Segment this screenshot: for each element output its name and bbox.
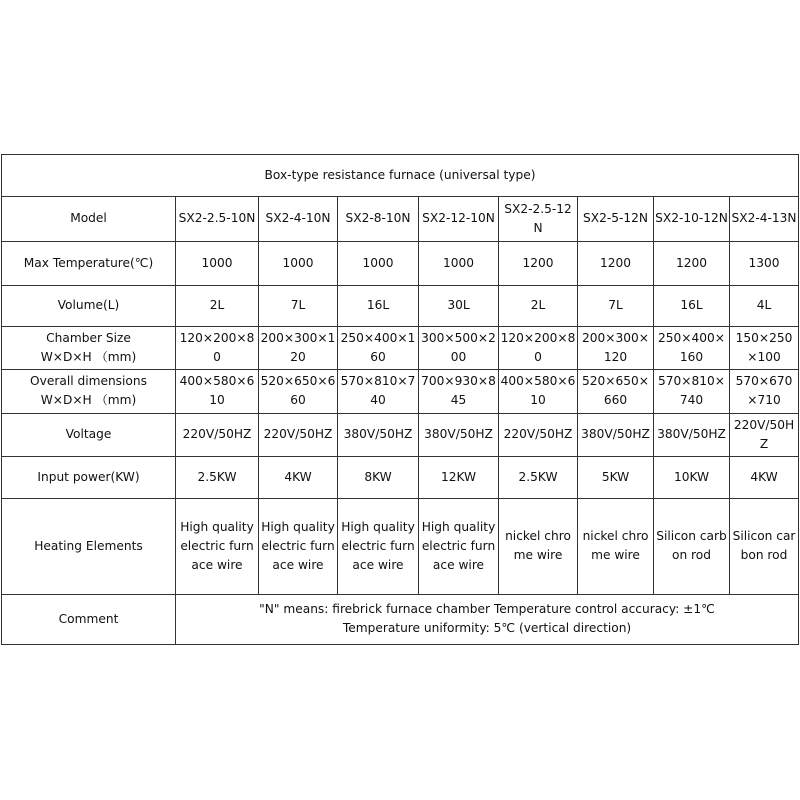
table-cell: 570×670×710: [730, 370, 799, 413]
table-cell: 520×650×660: [259, 370, 338, 413]
table-cell: 250×400×160: [338, 327, 419, 370]
table-cell: 520×650×660: [578, 370, 654, 413]
row-label-unit: W×D×H （mm): [40, 350, 137, 365]
table-cell: 4KW: [730, 456, 799, 498]
table-cell: Silicon carbon rod: [730, 499, 799, 595]
table-cell: 220V/50HZ: [730, 413, 799, 456]
table-row: [2, 456, 799, 498]
table-cell: 220V/50HZ: [176, 413, 259, 456]
table-row: [2, 413, 799, 456]
table-cell: 1000: [176, 241, 259, 285]
table-cell: nickel chrome wire: [499, 499, 578, 595]
comment-line: "N" means: firebrick furnace chamber Temperature control accuracy: ±1℃: [259, 602, 715, 617]
table-row: [2, 241, 799, 285]
table-cell: SX2-2.5-10N: [176, 197, 259, 241]
row-label: Model: [2, 197, 176, 241]
table-cell: 380V/50HZ: [338, 413, 419, 456]
comment-line: Temperature uniformity: 5℃ (vertical direction): [342, 621, 632, 636]
row-label: Heating Elements: [2, 499, 176, 595]
row-label: Volume(L): [2, 285, 176, 326]
table-cell: 380V/50HZ: [419, 413, 499, 456]
table-cell: SX2-4-10N: [259, 197, 338, 241]
table-cell: Silicon carbon rod: [654, 499, 730, 595]
table-cell: 1000: [419, 241, 499, 285]
table-cell: 1200: [578, 241, 654, 285]
table-cell: SX2-8-10N: [338, 197, 419, 241]
table-row: [2, 285, 799, 326]
table-cell: 120×200×80: [499, 327, 578, 370]
table-cell: 2.5KW: [499, 456, 578, 498]
row-label: Voltage: [2, 413, 176, 456]
table-cell: High quality electric furnace wire: [338, 499, 419, 595]
table-cell: High quality electric furnace wire: [419, 499, 499, 595]
table-row: [2, 197, 799, 241]
row-label: [2, 327, 176, 370]
table-cell: 570×810×740: [654, 370, 730, 413]
table-row: [2, 499, 799, 595]
table-cell: 30L: [419, 285, 499, 326]
table-cell: 120×200×80: [176, 327, 259, 370]
spec-table: [1, 154, 799, 645]
table-cell: 8KW: [338, 456, 419, 498]
table-cell: 400×580×610: [499, 370, 578, 413]
row-label: Max Temperature(℃): [2, 241, 176, 285]
row-label: Input power(KW): [2, 456, 176, 498]
table-cell: 250×400×160: [654, 327, 730, 370]
row-label: [2, 370, 176, 413]
table-cell: 12KW: [419, 456, 499, 498]
table-cell: 2.5KW: [176, 456, 259, 498]
table-cell: 4KW: [259, 456, 338, 498]
table-cell: 1300: [730, 241, 799, 285]
table-cell: 300×500×200: [419, 327, 499, 370]
table-cell: SX2-2.5-12N: [499, 197, 578, 241]
table-cell: 7L: [578, 285, 654, 326]
table-cell: 2L: [499, 285, 578, 326]
table-cell: 150×250×100: [730, 327, 799, 370]
table-cell: SX2-4-13N: [730, 197, 799, 241]
table-cell: 1200: [654, 241, 730, 285]
table-cell: 2L: [176, 285, 259, 326]
table-cell: High quality electric furnace wire: [176, 499, 259, 595]
row-label-line: Overall dimensions: [30, 374, 147, 389]
table-cell: 570×810×740: [338, 370, 419, 413]
table-cell: 1000: [259, 241, 338, 285]
table-row: [2, 327, 799, 370]
table-cell: 220V/50HZ: [259, 413, 338, 456]
table-cell: 380V/50HZ: [654, 413, 730, 456]
table-cell: 5KW: [578, 456, 654, 498]
comment-label: Comment: [2, 594, 176, 644]
table-title: Box-type resistance furnace (universal type): [2, 155, 799, 197]
table-cell: 16L: [654, 285, 730, 326]
row-label-line: Chamber Size: [46, 331, 131, 346]
table-cell: 1200: [499, 241, 578, 285]
row-label-unit: W×D×H （mm): [40, 393, 137, 408]
table-row: [2, 370, 799, 413]
table-cell: 220V/50HZ: [499, 413, 578, 456]
table-cell: 4L: [730, 285, 799, 326]
table-cell: 16L: [338, 285, 419, 326]
table-cell: nickel chrome wire: [578, 499, 654, 595]
table-cell: 10KW: [654, 456, 730, 498]
table-cell: 200×300×120: [578, 327, 654, 370]
comment-text: [176, 594, 799, 644]
table-cell: 400×580×610: [176, 370, 259, 413]
table-cell: 7L: [259, 285, 338, 326]
table-cell: SX2-12-10N: [419, 197, 499, 241]
table-cell: 700×930×845: [419, 370, 499, 413]
table-row: [2, 594, 799, 644]
table-cell: 380V/50HZ: [578, 413, 654, 456]
table-cell: 200×300×120: [259, 327, 338, 370]
table-cell: High quality electric furnace wire: [259, 499, 338, 595]
table-cell: SX2-10-12N: [654, 197, 730, 241]
table-cell: 1000: [338, 241, 419, 285]
table-cell: SX2-5-12N: [578, 197, 654, 241]
